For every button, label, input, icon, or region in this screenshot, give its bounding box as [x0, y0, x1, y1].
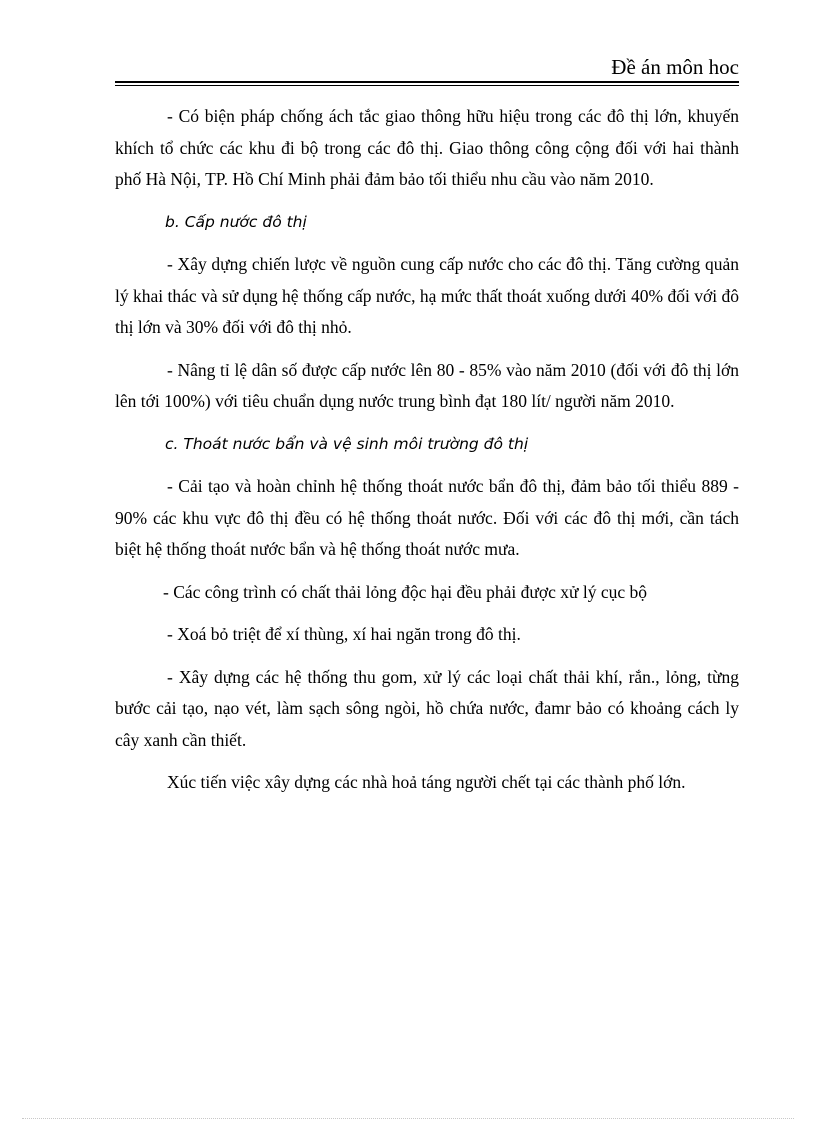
- paragraph-waste-collection: - Xây dựng các hệ thống thu gom, xử lý các loại chất thải khí, rắn., lỏng, từng bước cải tạo, nạo vét, làm sạch sông ngòi, hồ chứa nước, đamr bảo có khoảng cách ly cây xanh cần thiết.: [115, 666, 739, 750]
- paragraph-traffic: - Có biện pháp chống ách tắc giao thông hữu hiệu trong các đô thị lớn, khuyến khích tổ chức các khu đi bộ trong các đô thị. Giao thông công cộng đối với hai thành phố Hà Nội, TP. Hồ Chí Minh phải đảm bảo tối thiểu nhu cầu vào năm 2010.: [115, 106, 739, 189]
- header-rule: [115, 81, 739, 83]
- header-rule-thin: [115, 85, 739, 86]
- section-heading-drainage: c. Thoát nước bẩn và vệ sinh môi trường đô thị: [165, 434, 529, 453]
- section-heading-water-supply: b. Cấp nước đô thị: [165, 212, 307, 231]
- page-bottom-border: [22, 1118, 794, 1119]
- page-header: [115, 54, 739, 82]
- paragraph-latrines: - Xoá bỏ triệt để xí thùng, xí hai ngăn trong đô thị.: [167, 624, 521, 644]
- paragraph-toxic-waste: - Các công trình có chất thải lỏng độc hại đều phải được xử lý cục bộ: [163, 581, 648, 602]
- paragraph-water-strategy: - Xây dựng chiến lược về nguồn cung cấp nước cho các đô thị. Tăng cường quản lý khai thác và sử dụng hệ thống cấp nước, hạ mức thất thoát xuống dưới 40% đối với đô thị lớn và 30% đối với đô thị nhỏ.: [115, 254, 739, 337]
- header-title: Đề án môn hoc: [611, 55, 739, 79]
- paragraph-crematoriums: Xúc tiến việc xây dựng các nhà hoả táng người chết tại các thành phố lớn.: [167, 772, 686, 792]
- paragraph-water-coverage: - Nâng tỉ lệ dân số được cấp nước lên 80 - 85% vào năm 2010 (đối với đô thị lớn lên tới 100%) với tiêu chuẩn dụng nước trung bình đạt 180 lít/ người năm 2010.: [115, 359, 739, 411]
- document-body: [115, 101, 739, 810]
- paragraph-drainage-improvement: - Cải tạo và hoàn chỉnh hệ thống thoát nước bẩn đô thị, đảm bảo tối thiểu 889 - 90% các khu vực đô thị đều có hệ thống thoát nước. Đối với các đô thị mới, cần tách biệt hệ thống thoát nước bẩn và hệ thống thoát nước mưa.: [115, 476, 739, 559]
